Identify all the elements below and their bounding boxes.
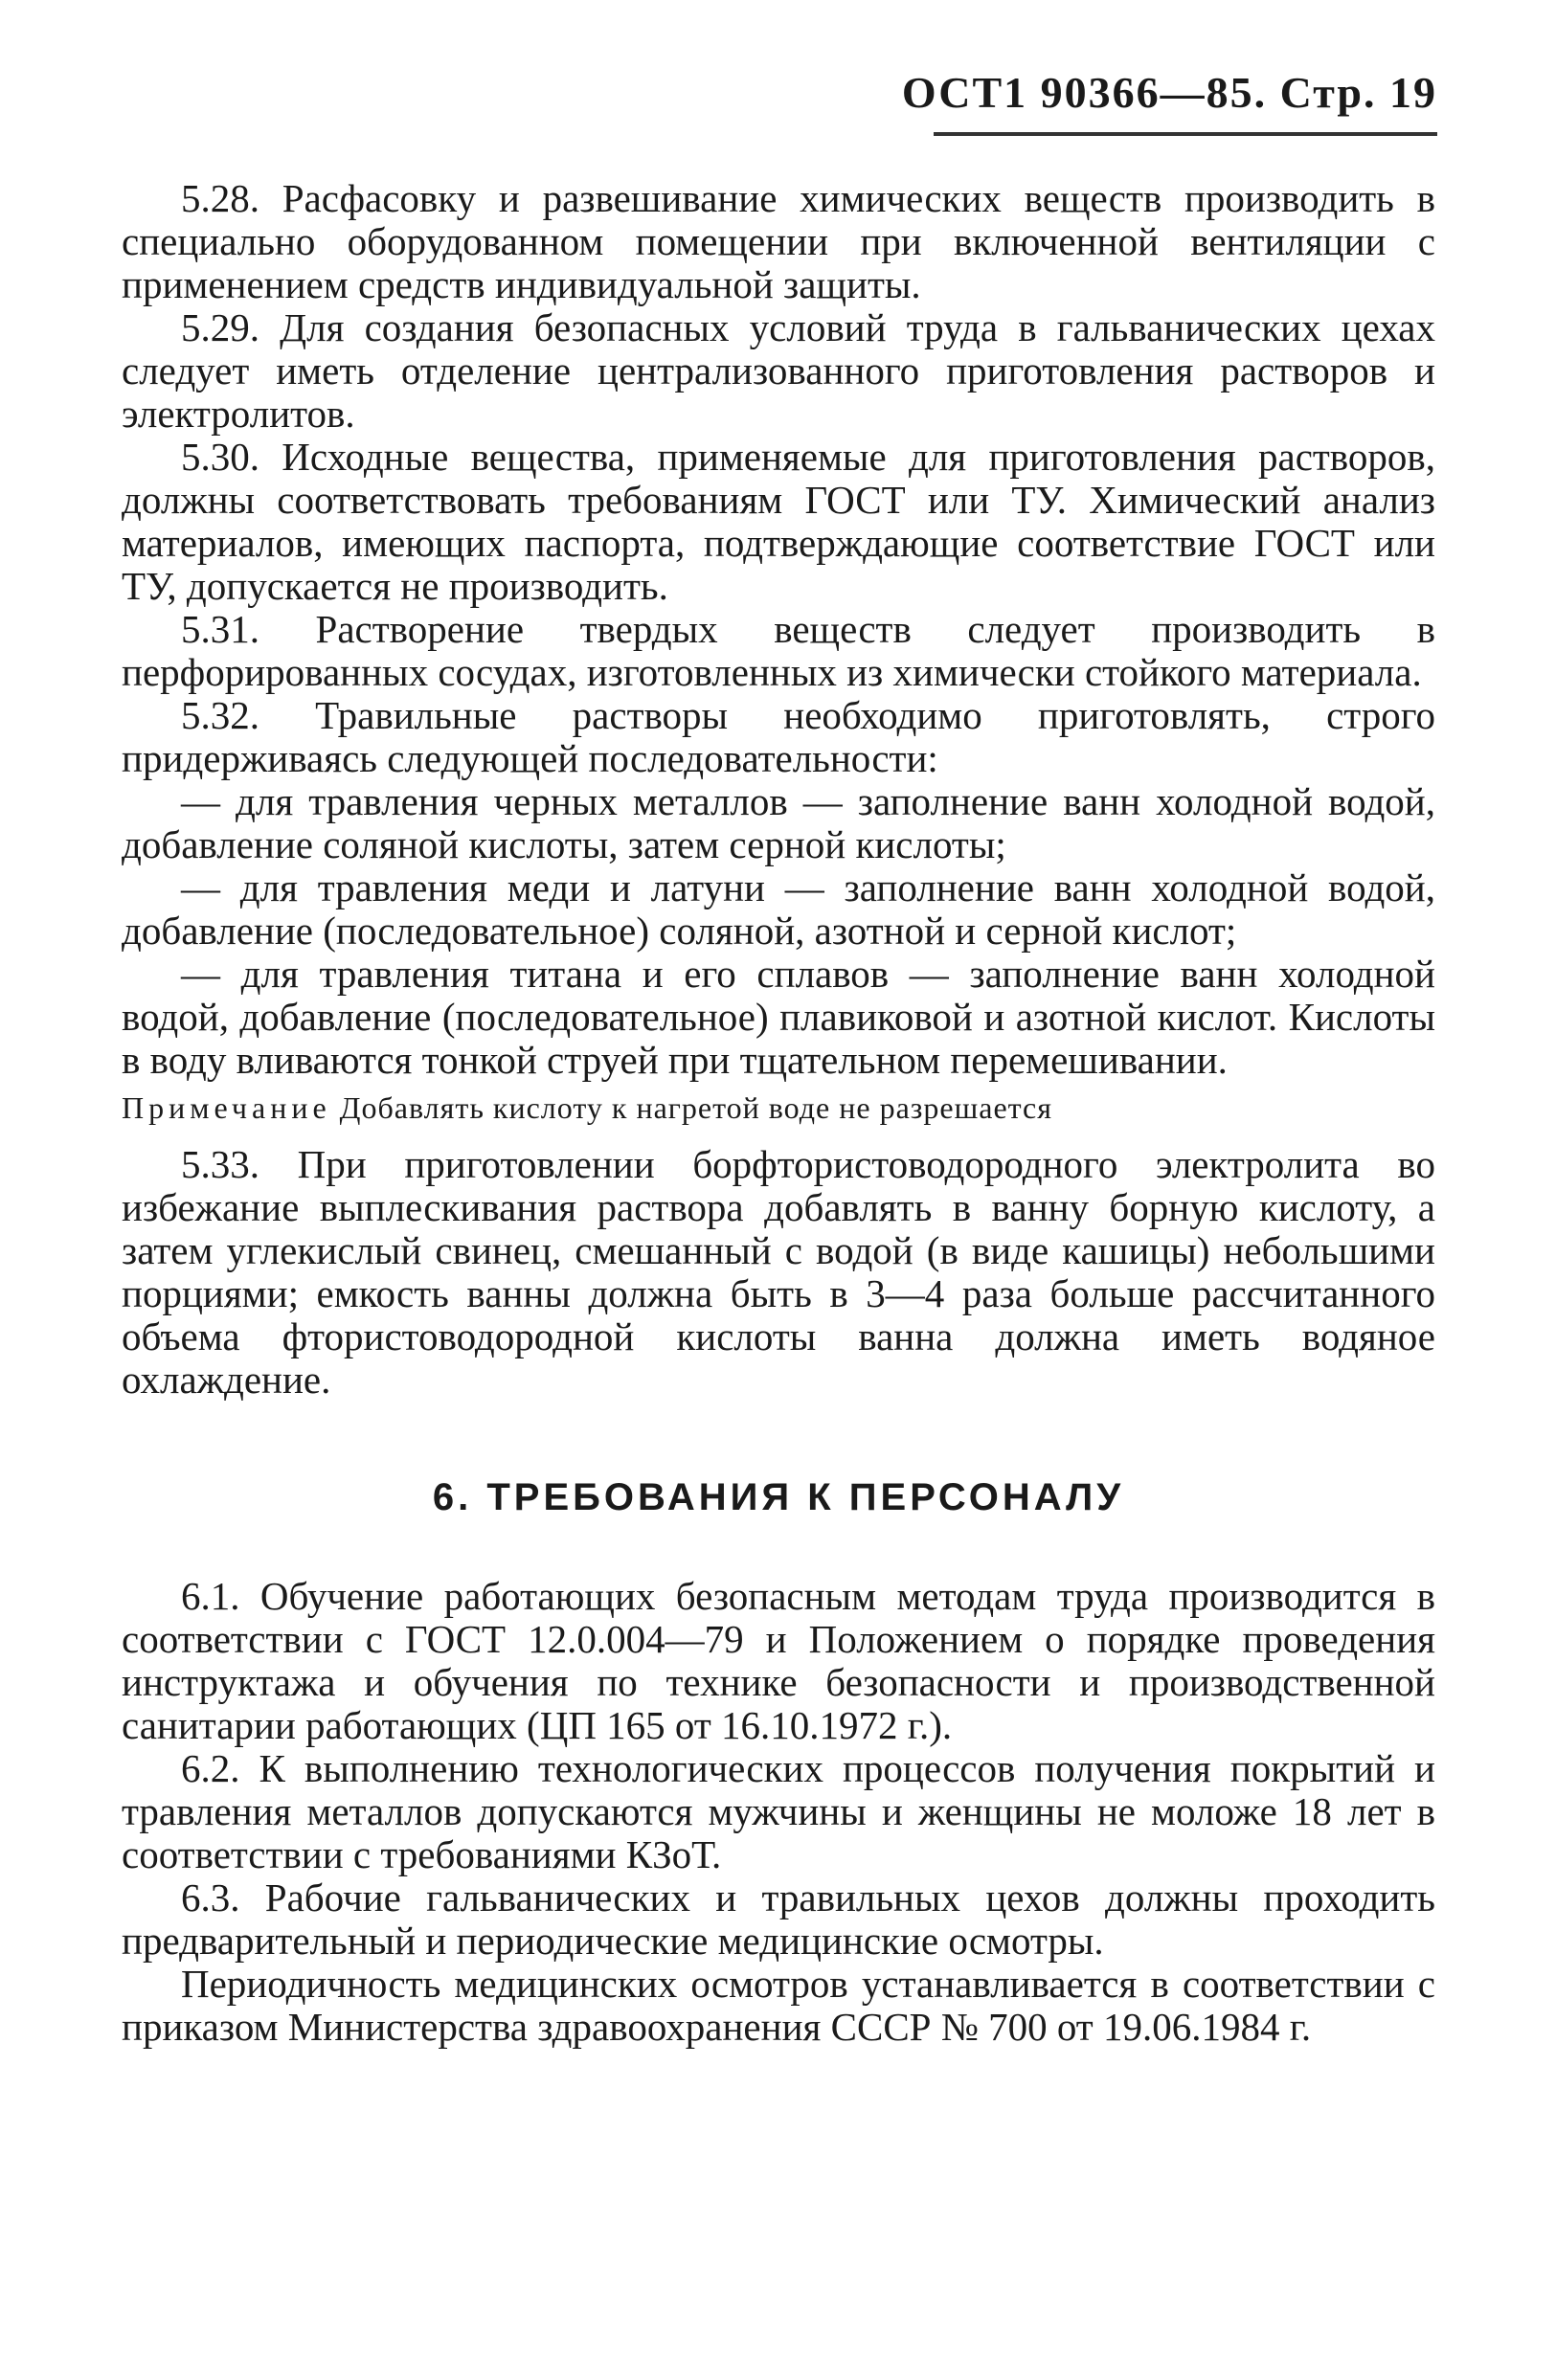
paragraph-5-29: 5.29. Для создания безопасных условий труда в гальванических цехах следует иметь отделение централизованного приготовления растворов и электролитов. (122, 305, 1435, 436)
paragraph-5-32: 5.32. Травильные растворы необходимо приготовлять, строго придерживаясь следующей последовательности: (122, 693, 1435, 780)
page-header: ОСТ1 90366—85. Стр. 19 (901, 68, 1437, 117)
list-item: — для травления меди и латуни — заполнение ванн холодной водой, добавление (последовательное) соляной, азотной и серной кислот; (122, 865, 1435, 953)
note (122, 1089, 1435, 1126)
paragraph-6-1: 6.1. Обучение работающих безопасным методам труда производится в соответствии с ГОСТ 12.0.004—79 и Положением о порядке проведения инструктажа и обучения по технике безопасности и производственной санитарии работающих (ЦП 165 от 16.10.1972 г.). (122, 1574, 1435, 1747)
document-body (122, 177, 1435, 2049)
note-label: Примечание (122, 1090, 331, 1125)
paragraph-5-28: 5.28. Расфасовку и развешивание химических веществ производить в специально оборудованном помещении при включенной вентиляции с применением средств индивидуальной защиты. (122, 176, 1435, 306)
paragraph-6-2: 6.2. К выполнению технологических процессов получения покрытий и травления металлов допускаются мужчины и женщины не моложе 18 лет в соответствии с требованиями КЗоТ. (122, 1746, 1435, 1876)
header-rule (934, 132, 1437, 136)
paragraph-6-3: 6.3. Рабочие гальванических и травильных цехов должны проходить предварительный и периодические медицинские осмотры. (122, 1875, 1435, 1963)
section-title: 6. ТРЕБОВАНИЯ К ПЕРСОНАЛУ (432, 1476, 1125, 1518)
paragraph-5-30: 5.30. Исходные вещества, применяемые для приготовления растворов, должны соответствовать требованиям ГОСТ или ТУ. Химический анализ материалов, имеющих паспорта, подтверждающие соответствие ГОСТ или ТУ, допускается не производить. (122, 435, 1435, 608)
list-item: — для травления черных металлов — заполнение ванн холодной водой, добавление соляной кислоты, затем серной кислоты; (122, 779, 1435, 866)
paragraph-6-3-continued: Периодичность медицинских осмотров устанавливается в соответствии с приказом Министерства здравоохранения СССР № 700 от 19.06.1984 г. (122, 1962, 1435, 2049)
paragraph-5-33: 5.33. При приготовлении борфтористоводородного электролита во избежание выплескивания раствора добавлять в ванну борную кислоту, а затем углекислый свинец, смешанный с водой (в виде кашицы) небольшими порциями; емкость ванны должна быть в 3—4 раза больше рассчитанного объема фтористоводородной кислоты ванна должна иметь водяное охлаждение. (122, 1142, 1435, 1402)
list-item: — для травления титана и его сплавов — заполнение ванн холодной водой, добавление (последовательное) плавиковой и азотной кислот. Кислоты в воду вливаются тонкой струей при тщательном перемешивании. (122, 952, 1435, 1082)
paragraph-5-31: 5.31. Растворение твердых веществ следует производить в перфорированных сосудах, изготовленных из химически стойкого материала. (122, 607, 1435, 694)
note-text: Добавлять кислоту к нагретой воде не разрешается (339, 1090, 1052, 1125)
